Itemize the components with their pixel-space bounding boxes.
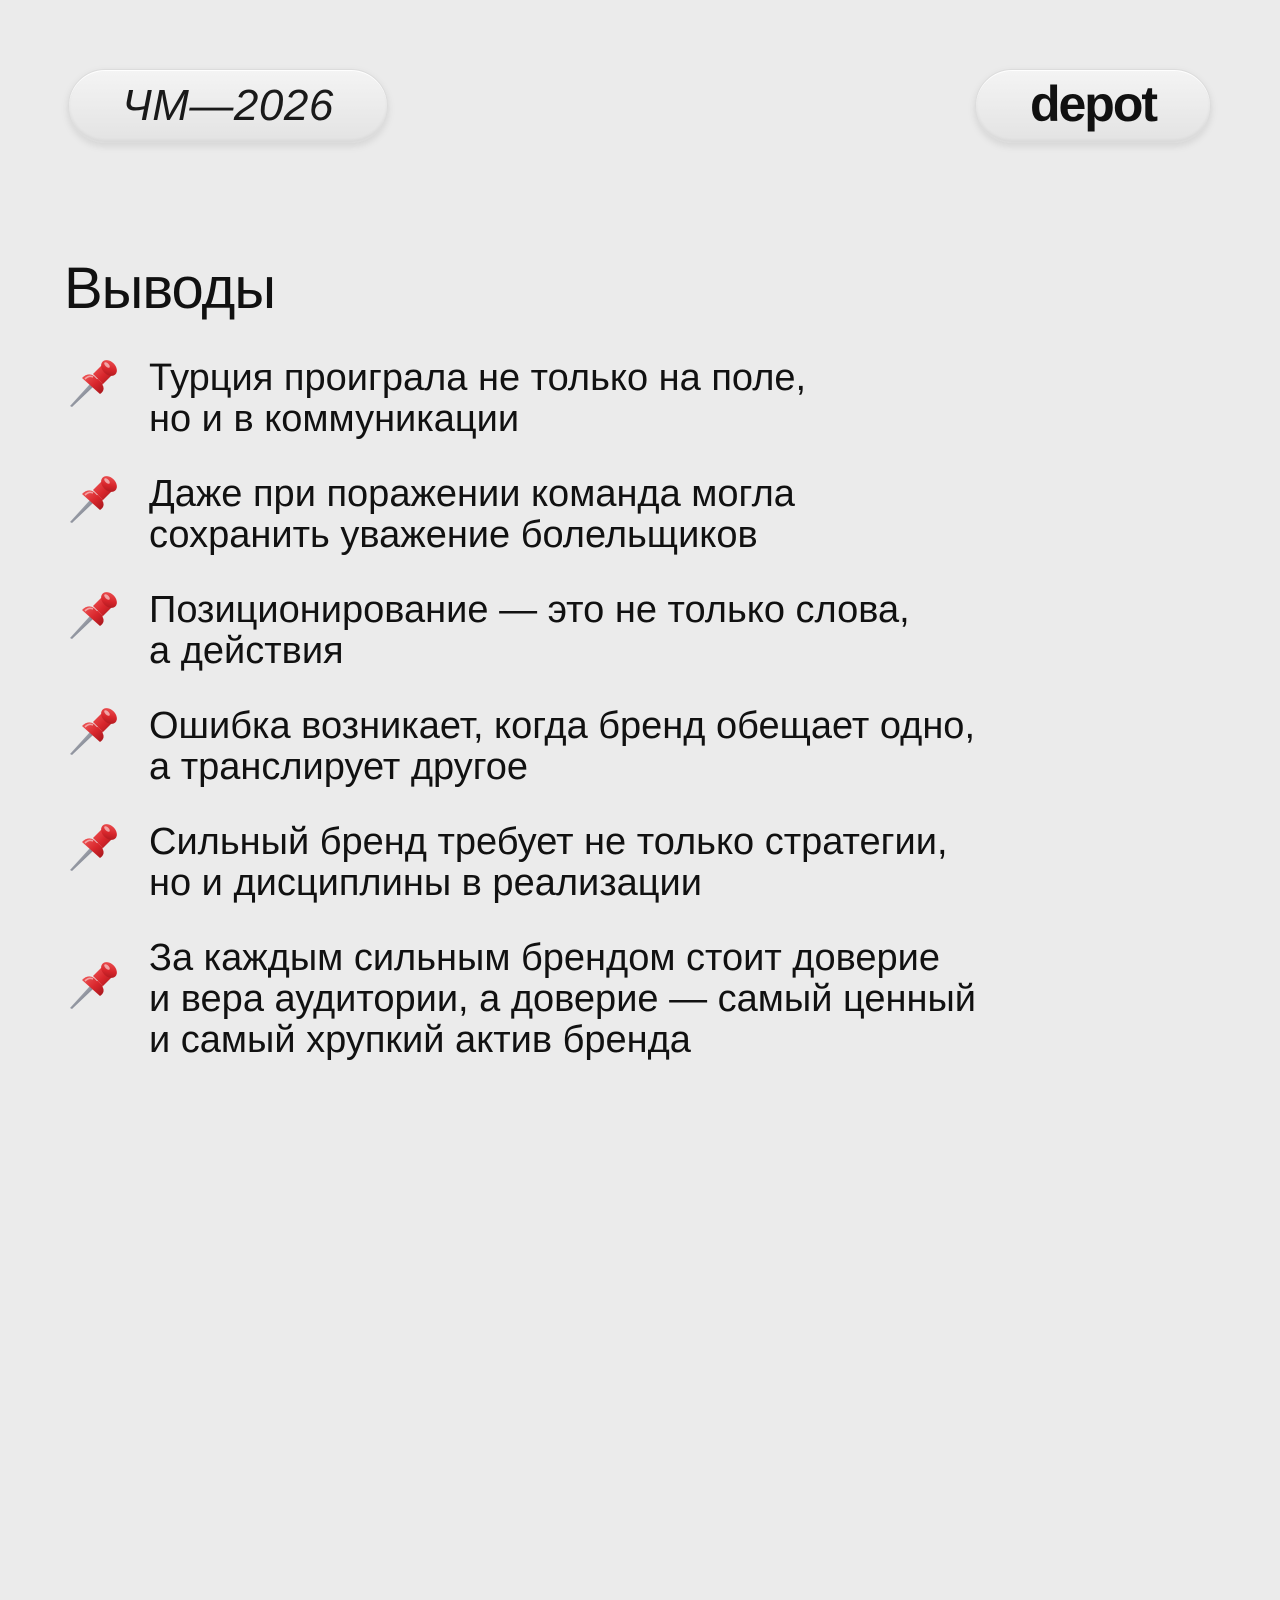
tag-label: ЧМ—2026 bbox=[122, 81, 334, 130]
conclusions-list bbox=[68, 358, 1188, 1095]
list-item-text bbox=[149, 590, 910, 672]
list-item bbox=[68, 938, 1188, 1061]
pushpin-icon bbox=[68, 586, 122, 640]
list-item-line: но и дисциплины в реализации bbox=[149, 862, 703, 904]
list-item-text bbox=[149, 474, 795, 556]
list-item bbox=[68, 706, 1188, 788]
list-item-text bbox=[149, 822, 948, 904]
list-item bbox=[68, 474, 1188, 556]
pushpin-icon bbox=[68, 702, 122, 756]
list-item-line: Турция проиграла не только на поле, bbox=[149, 357, 807, 399]
brand-badge bbox=[975, 69, 1211, 143]
pushpin-icon bbox=[68, 818, 122, 872]
list-item bbox=[68, 590, 1188, 672]
pushpin-icon bbox=[68, 956, 122, 1010]
brand-logo: depot bbox=[1029, 76, 1157, 132]
list-item-line: За каждым сильным брендом стоит доверие bbox=[149, 937, 941, 979]
list-item-line: Позиционирование — это не только слова, bbox=[149, 589, 910, 631]
pushpin-icon bbox=[68, 470, 122, 524]
page-title: Выводы bbox=[64, 256, 276, 321]
list-item bbox=[68, 822, 1188, 904]
list-item-line: но и в коммуникации bbox=[149, 398, 520, 440]
list-item-line: Даже при поражении команда могла bbox=[149, 473, 795, 515]
list-item-line: и самый хрупкий актив бренда bbox=[149, 1019, 691, 1061]
list-item-text bbox=[149, 358, 806, 440]
list-item-line: а действия bbox=[149, 630, 344, 672]
list-item bbox=[68, 358, 1188, 440]
list-item-text bbox=[149, 938, 976, 1061]
list-item-line: Ошибка возникает, когда бренд обещает одно, bbox=[149, 705, 975, 747]
tag-badge bbox=[68, 69, 388, 143]
pushpin-icon bbox=[68, 354, 122, 408]
list-item-line: а транслирует другое bbox=[149, 746, 529, 788]
list-item-text bbox=[149, 706, 975, 788]
list-item-line: сохранить уважение болельщиков bbox=[149, 514, 758, 556]
list-item-line: Сильный бренд требует не только стратегии, bbox=[149, 821, 948, 863]
list-item-line: и вера аудитории, а доверие — самый ценный bbox=[149, 978, 977, 1020]
